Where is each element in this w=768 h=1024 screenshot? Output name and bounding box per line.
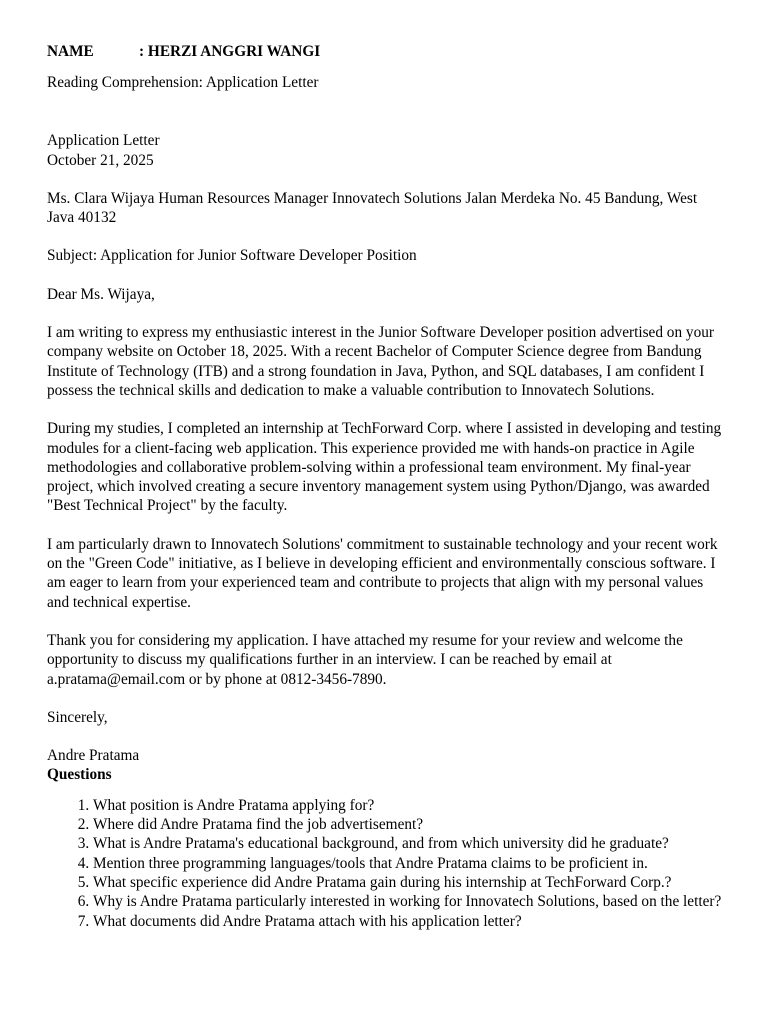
letter-paragraph-3: I am particularly drawn to Innovatech Solutions' commitment to sustainable technology and your recent work on the "Green Code" initiative, as I believe in developing efficient and environmentally conscious software. I am eager to learn from your experienced team and contribute to projects that align with my personal values and technical expertise. [47, 535, 718, 611]
letter-paragraph-2: During my studies, I completed an internship at TechForward Corp. where I assisted in developing and testing modules for a client-facing web application. This experience provided me with hands-on practice in Agile methodologies and collaborative problem-solving within a professional team environment. My final-year project, which involved creating a secure inventory management system using Python/Django, was awarded "Best Technical Project" by the faculty. [47, 420, 722, 515]
letter-salutation: Dear Ms. Wijaya, [47, 285, 155, 303]
name-line [47, 42, 728, 61]
letter-subject: Subject: Application for Junior Software Developer Position [47, 247, 417, 265]
question-item: 2. Where did Andre Pratama find the job advertisement? [93, 815, 728, 834]
letter-recipient: Ms. Clara Wijaya Human Resources Manager Innovatech Solutions Jalan Merdeka No. 45 Bandung, West Java 40132 [47, 189, 698, 227]
question-item: 5. What specific experience did Andre Pratama gain during his internship at TechForward Corp.? [93, 873, 728, 892]
name-label: NAME [47, 43, 94, 60]
question-item: 1. What position is Andre Pratama applying for? [93, 796, 728, 815]
letter-closing: Sincerely, [47, 708, 108, 726]
question-item: 4. Mention three programming languages/tools that Andre Pratama claims to be proficient in. [93, 854, 728, 873]
letter-date: October 21, 2025 [47, 151, 154, 169]
name-value: : HERZI ANGGRI WANGI [139, 43, 321, 60]
letter-paragraph-4: Thank you for considering my application. I have attached my resume for your review and welcome the opportunity to discuss my qualifications further in an interview. I can be reached by email at a.pratama@email.com or by phone at 0812-3456-7890. [47, 631, 683, 688]
assignment-subtitle: Reading Comprehension: Application Letter [47, 74, 319, 91]
question-item: 7. What documents did Andre Pratama attach with his application letter? [93, 912, 728, 931]
letter-signature: Andre Pratama [47, 747, 140, 765]
questions-title: Questions [47, 766, 112, 784]
questions-list [47, 796, 728, 931]
letter-heading: Application Letter [47, 132, 160, 150]
letter-paragraph-1: I am writing to express my enthusiastic interest in the Junior Software Developer position advertised on your company website on October 18, 2025. With a recent Bachelor of Computer Science degree from Bandung Institute of Technology (ITB) and a strong foundation in Java, Python, and SQL databases, I am confident I possess the technical skills and dedication to make a valuable contribution to Innovatech Solutions. [47, 324, 714, 399]
question-item: 3. What is Andre Pratama's educational background, and from which university did he graduate? [93, 834, 728, 853]
question-item: 6. Why is Andre Pratama particularly interested in working for Innovatech Solutions, based on the letter? [93, 892, 728, 911]
